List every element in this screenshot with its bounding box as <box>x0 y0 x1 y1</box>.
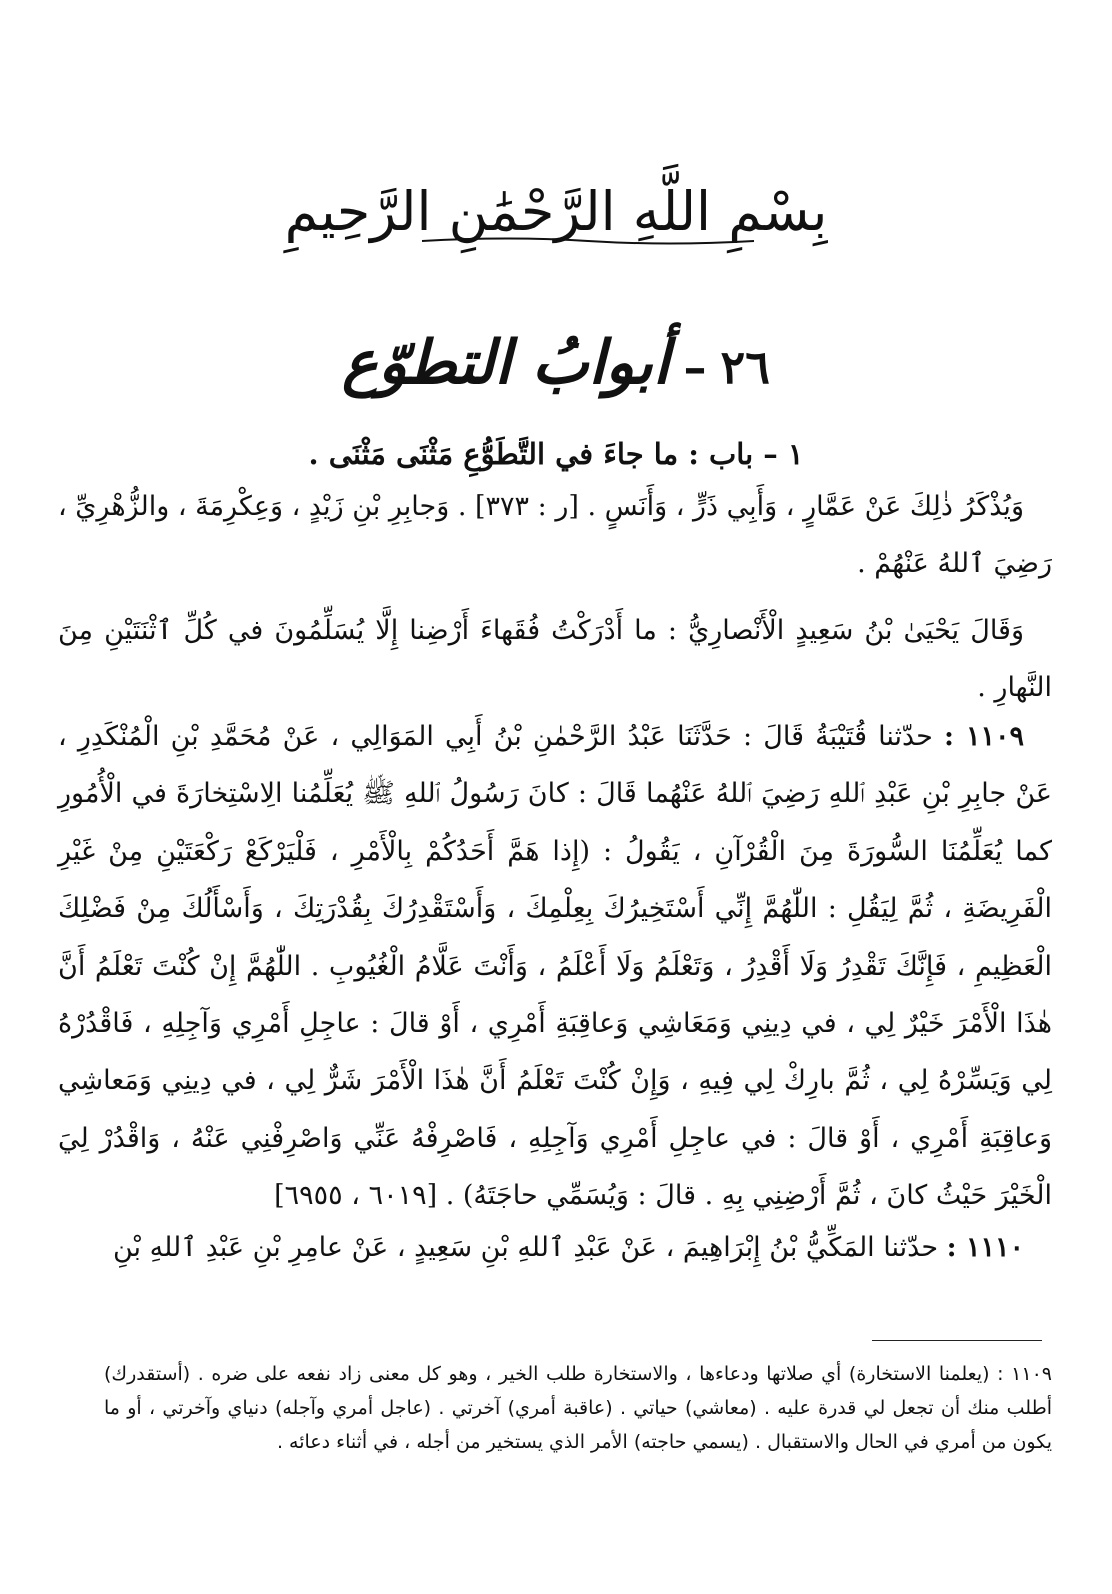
hadith-number: ١١٠٩ : <box>944 721 1024 752</box>
footnote-text: (يعلمنا الاستخارة) أي صلاتها ودعاءها ، والاستخارة طلب الخير ، وهو كل معنى زاد نفعه على ضره . (أستقدرك) أطلب منك أن تجعل لي قدرة عليه . (معاشي) حياتي . (عاقبة أمري) آخرتي . (عاجل أمري وآجله) دنياي وآخرتي ، أو ما يكون من أمري في الحال والاستقبال . (يسمي حاجته) الأمر الذي يستخير من أجله ، في أثناء دعائه . <box>104 1363 1052 1453</box>
chapter-separator: – <box>683 340 707 394</box>
hadith-1110 <box>58 1219 1052 1276</box>
footnote-1109 <box>104 1357 1052 1459</box>
chapter-number: ٢٦ <box>720 340 770 394</box>
section-heading: ١ – باب : ما جاءَ في التَّطَوُّعِ مَثْنَى مَثْنَى . <box>308 437 804 471</box>
paragraph-narrations: وَيُذْكَرُ ذٰلِكَ عَنْ عَمَّارٍ ، وَأَبِي ذَرٍّ ، وَأَنَسٍ . [ر : ٣٧٣] . وَجابِرِ بْنِ زَيْدٍ ، وَعِكْرِمَةَ ، والزُّهْرِيِّ ، رَضِيَ ٱللهُ عَنْهُمْ . <box>58 491 1052 580</box>
hadith-number: ١١١٠ : <box>946 1232 1024 1263</box>
hadith-text: حدّثنا قُتَيْبَةُ قَالَ : حَدَّثَنَا عَبْدُ الرَّحْمٰنِ بْنُ أَبِي المَوَالِي ، عَنْ مُحَمَّدِ بْنِ الْمُنْكَدِرِ ، عَنْ جابِرِ بْنِ عَبْدِ ٱللهِ رَضِيَ ٱللهُ عَنْهُما قَالَ : كانَ رَسُولُ ٱللهِ ﷺ يُعَلِّمُنا الِاسْتِخارَةَ في الْأُمُورِ كما يُعَلِّمُنَا السُّورَةَ مِنَ الْقُرْآنِ ، يَقُولُ : (إِذا هَمَّ أَحَدُكُمْ بِالْأَمْرِ ، فَلْيَرْكَعْ رَكْعَتَيْنِ مِنْ غَيْرِ الْفَرِيضَةِ ، ثُمَّ لِيَقُلِ : اللّٰهُمَّ إِنِّي أَسْتَخِيرُكَ بِعِلْمِكَ ، وَأَسْتَقْدِرُكَ بِقُدْرَتِكَ ، وَأَسْأَلُكَ مِنْ فَضْلِكَ الْعَظِيمِ ، فَإِنَّكَ تَقْدِرُ وَلَا أَقْدِرُ ، وَتَعْلَمُ وَلَا أَعْلَمُ ، وَأَنْتَ عَلَّامُ الْغُيُوبِ . اللّٰهُمَّ إِنْ كُنْتَ تَعْلَمُ أَنَّ هٰذَا الْأَمْرَ خَيْرٌ لِي ، في دِينِي وَمَعَاشِي وَعاقِبَةِ أَمْرِي ، أَوْ قالَ : عاجِلِ أَمْرِي وَآجِلِهِ ، فَاقْدُرْهُ لِي وَيَسِّرْهُ لِي ، ثُمَّ بارِكْ لِي فِيهِ ، وَإِنْ كُنْتَ تَعْلَمُ أَنَّ هٰذَا الْأَمْرَ شَرٌّ لِي ، في دِينِي وَمَعاشِي وَعاقِبَةِ أَمْرِي ، أَوْ قالَ : في عاجِلِ أَمْرِي وَآجِلِهِ ، فَاصْرِفْهُ عَنِّي وَاصْرِفْنِي عَنْهُ ، وَاقْدُرْ لِيَ الْخَيْرَ حَيْثُ كانَ ، ثُمَّ أَرْضِنِي بِهِ . قالَ : وَيُسَمِّي حاجَتَهُ) . [٦٠١٩ ، ٦٩٥٥] <box>58 721 1052 1212</box>
footnote-divider <box>872 1340 1042 1341</box>
paragraph-yahya: وَقَالَ يَحْيَىٰ بْنُ سَعِيدٍ الْأَنْصارِيُّ : ما أَدْرَكْتُ فُقَهاءَ أَرْضِنا إِلَّا يُسَلِّمُونَ في كُلِّ ٱثْنَتَيْنِ مِنَ النَّهارِ . <box>58 615 1052 704</box>
hadith-text: حدّثنا المَكِّيُّ بْنُ إِبْرَاهِيمَ ، عَنْ عَبْدِ ٱللهِ بْنِ سَعِيدٍ ، عَنْ عامِرِ بْنِ عَبْدِ ٱللهِ بْنِ <box>112 1232 939 1263</box>
hadith-1109 <box>58 708 1052 1225</box>
footnote-number: ١١٠٩ : <box>997 1363 1052 1385</box>
basmala-flourish <box>418 236 758 246</box>
chapter-title: أبوابُ التطوّع <box>342 328 670 398</box>
basmala-calligraphy: بِسْمِ اللَّهِ الرَّحْمَٰنِ الرَّحِيمِ <box>284 180 828 243</box>
chapter-heading <box>0 318 1112 412</box>
